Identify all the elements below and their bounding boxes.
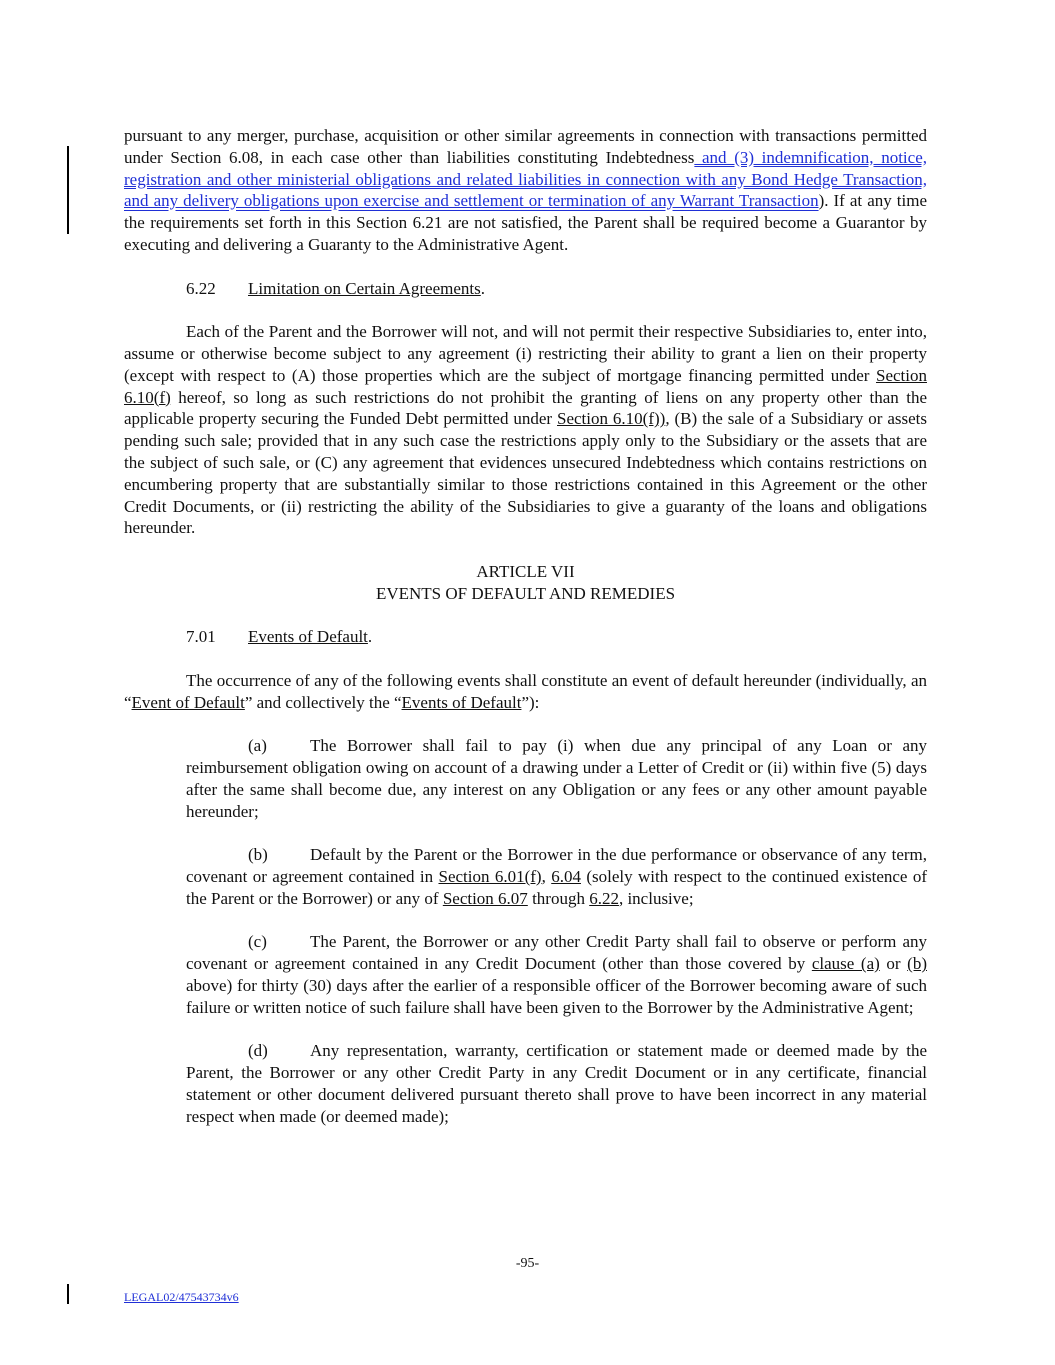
paragraph-continuation [124, 125, 927, 256]
cross-reference: clause (a) [811, 954, 880, 974]
section-title: Events of Default [248, 627, 368, 647]
section-number: 6.22 [186, 278, 216, 298]
cross-reference: 6.22 [589, 888, 619, 908]
clause-label: (b) [248, 845, 268, 865]
section-6-22-body: Each of the Parent and the Borrower will not, and will not permit their respective Subsidiaries to, enter into, assume or otherwise become subject to any agreement (i) restricting their ability to grant a lien on their property (except with respect to (A) those properties which are the subject of mortgage financing permitted under Section 6.10(f) hereof, so long as such restrictions do not prohibit the granting of liens on any property other than the applicable property securing the Funded Debt permitted under Section 6.10(f)), (B) the sale of a Subsidiary or assets pending such sale; provided that in any such case the restrictions apply only to the Subsidiary or the assets that are the subject of such sale, or (C) any agreement that evidences unsecured Indebtedness which contains restrictions on encumbering property that are substantially similar to those restrictions contained in this Agreement or the other Credit Documents, or (ii) restricting the ability of the Subsidiaries to give a guaranty of the loans and obligations hereunder. [124, 322, 927, 538]
article-title: EVENTS OF DEFAULT AND REMEDIES [375, 583, 676, 603]
cross-reference: 6.04 [551, 867, 581, 887]
change-bar-footer [67, 1284, 69, 1304]
page-number: -95- [515, 1256, 540, 1271]
inserted-text: and (3) indemnification, notice, registration and other ministerial obligations and related liabilities in connection with any Bond Hedge Transaction, and any delivery obligations upon exercise and settlement or termination of any Warrant Transaction [124, 147, 927, 211]
change-bar-top [67, 146, 69, 234]
section-heading-7-01: 7.01 Events of Default. [186, 627, 373, 647]
section-heading-6-22: 6.22 Limitation on Certain Agreements. [186, 278, 486, 298]
document-id: LEGAL02/47543734v6 [124, 1290, 239, 1304]
cross-reference: (b) [907, 954, 927, 974]
cross-reference: Section 6.07 [442, 888, 528, 908]
defined-term: Events of Default [401, 692, 522, 712]
cross-reference: Section 6.10(f)) [557, 409, 666, 429]
continuation-text-end: ). If at any time the requirements set forth in this Section 6.21 are not satisfied, the Parent shall be required become a Guarantor by executing and delivering a Guaranty to the Administrative Agent. [124, 191, 927, 254]
cross-reference: Section 6.01(f) [438, 867, 542, 887]
section-7-01-intro: The occurrence of any of the following events shall constitute an event of default hereunder (individually, an “Event of Default” and collectively the “Events of Default”): [124, 670, 927, 712]
clause-c: (c) The Parent, the Borrower or any other Credit Party shall fail to observe or perform any covenant or agreement contained in any Credit Document (other than those covered by clause (a) or (b) above) for thirty (30) days after the earlier of a responsible officer of the Borrower becoming aware of such failure or written notice of such failure shall have been given to the Borrower by the Administrative Agent; [186, 932, 927, 1017]
defined-term: Event of Default [131, 692, 245, 712]
section-number: 7.01 [186, 627, 216, 647]
continuation-text: pursuant to any merger, purchase, acquisition or other similar agreements in connection with transactions permitted under Section 6.08, in each case other than liabilities constituting Indebtedness [124, 126, 927, 167]
clause-a: (a) The Borrower shall fail to pay (i) when due any principal of any Loan or any reimbursement obligation owing on account of a drawing under a Letter of Credit or (ii) within five (5) days after the same shall become due, any interest on any Obligation or any fees or any other amount payable hereunder; [186, 736, 927, 821]
clause-b: (b) Default by the Parent or the Borrower in the due performance or observance of any term, covenant or agreement contained in Section 6.01(f), 6.04 (solely with respect to the continued existence of the Parent or the Borrower) or any of Section 6.07 through 6.22, inclusive; [186, 845, 928, 908]
clause-d: (d) Any representation, warranty, certification or statement made or deemed made by the Parent, the Borrower or any other Credit Party in any Credit Document or in any certificate, financial statement or other document delivered pursuant thereto shall prove to have been incorrect in any material respect when made (or deemed made); [186, 1041, 927, 1126]
clause-label: (a) [248, 736, 267, 756]
article-number: ARTICLE VII [476, 561, 575, 581]
clause-label: (d) [248, 1041, 268, 1061]
document-page [124, 125, 927, 1128]
clause-label: (c) [248, 932, 267, 952]
cross-reference: Section 6.10(f) [124, 365, 927, 407]
section-title: Limitation on Certain Agreements [248, 278, 481, 298]
